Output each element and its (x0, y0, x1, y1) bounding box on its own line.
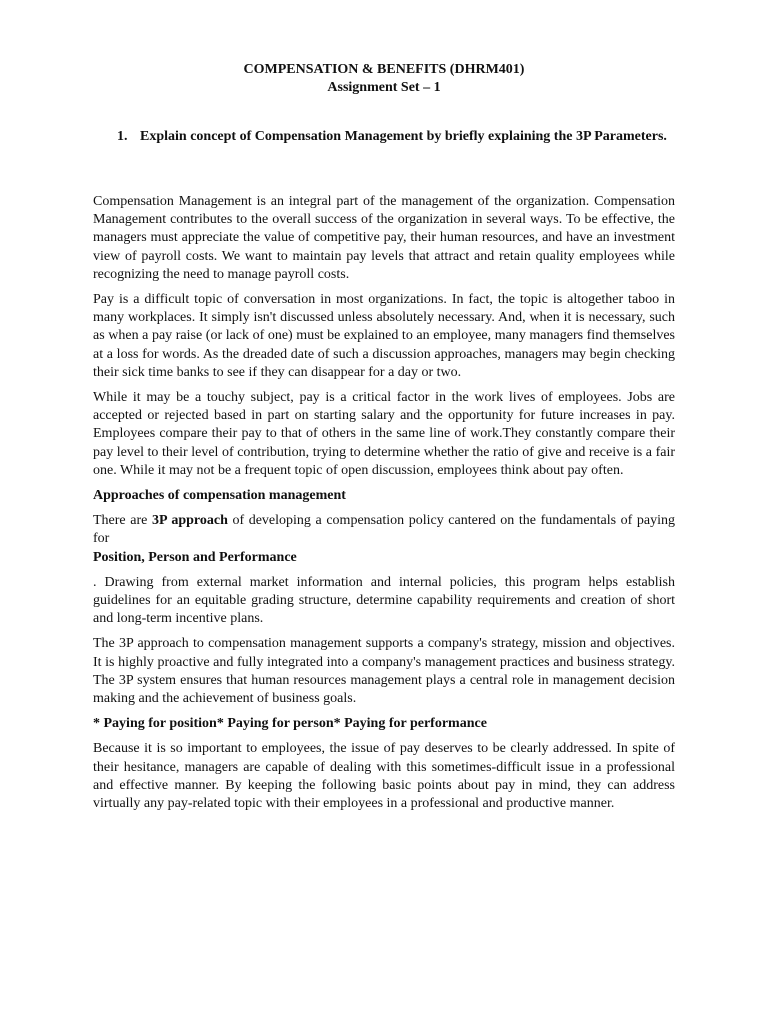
paragraph-3p-after: of developing a compensation policy cantered on the fundamentals of paying for (93, 513, 675, 547)
paragraph-because-important: Because it is so important to employees, the issue of pay deserves to be clearly addressed. In spite of their hesitance, managers are capable of dealing with this sometimes-difficult issue in a professional and effective manner. By keeping the following basic points about pay in mind, they can address virtually any pay-related topic with their employees in a professional and productive manner. (93, 741, 675, 812)
document-body (93, 193, 675, 820)
paragraph-pay-difficult: Pay is a difficult topic of conversation in most organizations. In fact, the topic is altogether taboo in many workplaces. It simply isn't discussed unless absolutely necessary. And, when it is necessary, such as when a pay raise (or lack of one) must be explained to an employee, many managers find themselves at a loss for words. As the dreaded date of such a discussion approaches, managers may begin checking their sick time banks to see if they can disappear for a day or two. (93, 292, 675, 380)
paragraph-3p-before: There are (93, 513, 152, 529)
question-number: 1. (117, 129, 128, 144)
question-text: Explain concept of Compensation Management by briefly explaining the 3P Parameters. (140, 129, 667, 144)
paragraph-touchy-subject: While it may be a touchy subject, pay is a critical factor in the work lives of employees. Jobs are accepted or rejected based in part on starting salary and the opportunity for future increases in pay. Employees compare their pay to that of others in the same line of work.They constantly compare their pay level to their level of contribution, trying to determine whether the ratio of give and receive is a fair one. While it may not be a frequent topic of open discussion, employees think about pay often. (93, 390, 675, 478)
question-1 (117, 128, 675, 146)
heading-approaches: Approaches of compensation management (93, 488, 346, 504)
paragraph-drawing-from: . Drawing from external market information and internal policies, this program helps establish guidelines for an equitable grading structure, determine capability requirements and creation of short and long-term incentive plans. (93, 574, 675, 627)
document-title: COMPENSATION & BENEFITS (DHRM401) (243, 62, 525, 77)
heading-position-person-performance: Position, Person and Performance (93, 549, 297, 565)
paragraph-3p-supports: The 3P approach to compensation management supports a company's strategy, mission and objectives. It is highly proactive and fully integrated into a company's management practices and business strategy. The 3P system ensures that human resources management plays a central role in management decision making and the achievement of business goals. (93, 636, 675, 707)
document-subtitle: Assignment Set – 1 (327, 80, 441, 95)
paragraph-3p-bold: 3P approach (151, 513, 228, 529)
paragraph-3p-approach (93, 512, 675, 548)
heading-paying-for: * Paying for position* Paying for person* Paying for performance (93, 716, 487, 732)
paragraph-intro: Compensation Management is an integral part of the management of the organization. Compensation Management contributes to the overall success of the organization in several ways. To be effective, the managers must appreciate the value of competitive pay, their human resources, and have an investment view of payroll costs. We want to maintain pay levels that attract and retain quality employees while recognizing the need to manage payroll costs. (93, 194, 675, 282)
document-header (0, 61, 768, 97)
